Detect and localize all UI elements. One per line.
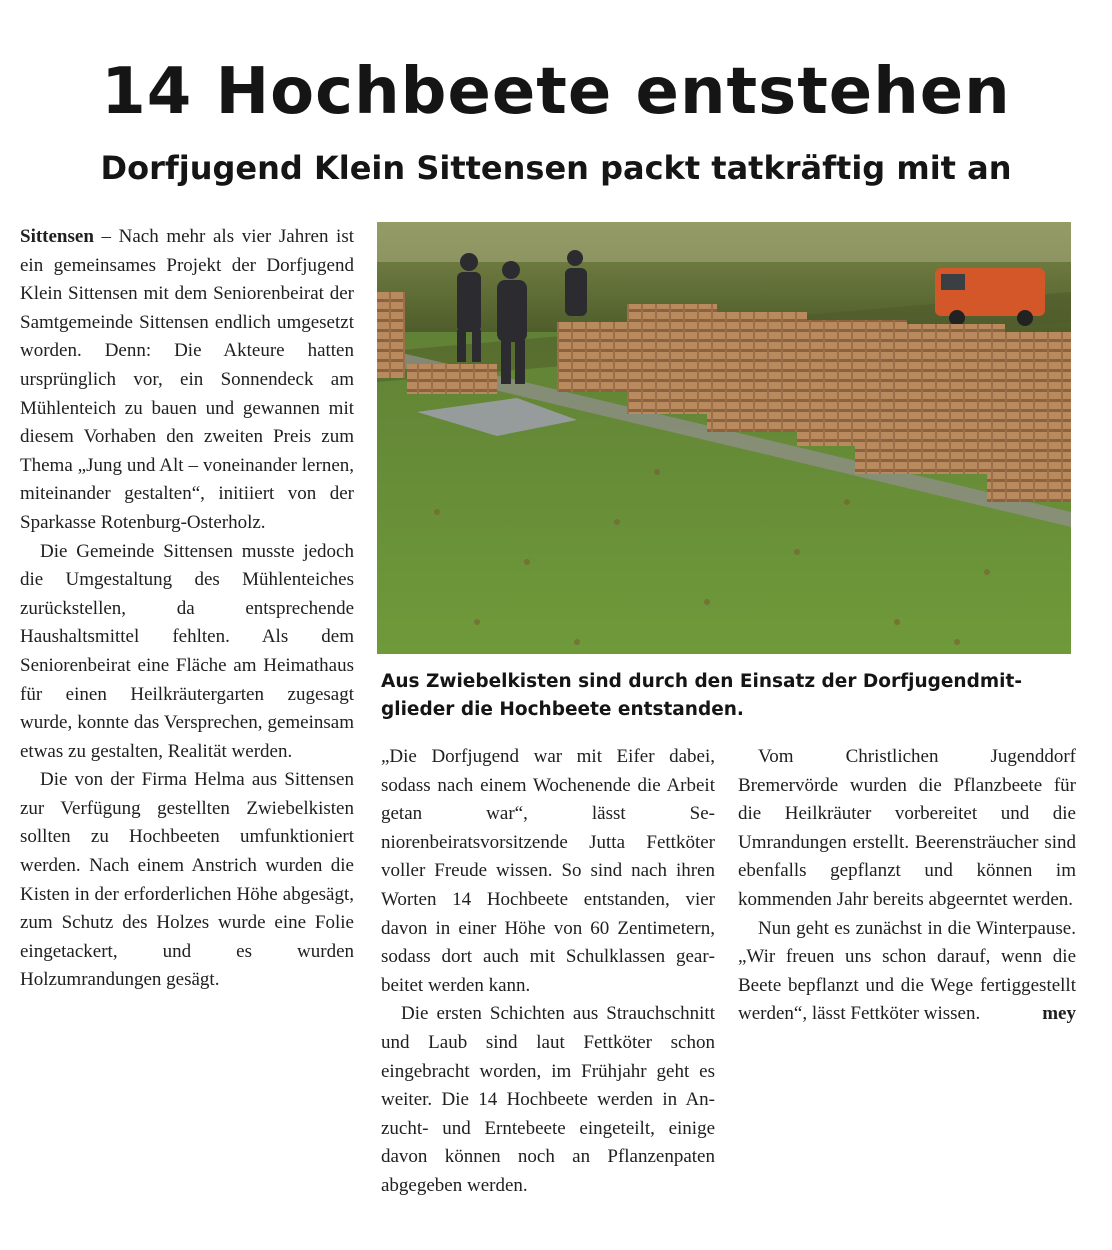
article-paragraph	[738, 915, 1076, 1029]
article-paragraph: Die von der Firma Helma aus Sittensen zur Verfügung gestellten Zwiebelkisten sollten zu Hochbeeten umfunktioniert werden. Nach einem Anstrich wurden die Kisten in der erforderlichen Höhe abgesägt, zum Schutz des Holzes wurde eine Folie eingetackert, und es wurden Holzumrandungen gesägt.	[20, 769, 354, 991]
photo-caption: Aus Zwiebelkisten sind durch den Einsatz der Dorfjugendmitglieder die Hochbeete entstanden.	[381, 671, 1022, 720]
article-photo	[377, 222, 1071, 654]
dateline: Sittensen	[20, 226, 94, 247]
article-paragraph: Die ersten Schichten aus Strauchschnitt und Laub sind laut Fettköter schon eingebracht worden, im Frühjahr geht es weiter. Die 14 Hochbeete werden in Anzucht- und Erntebeete eingeteilt, einige davon können noch an Pflanzenpaten abgegeben werden.	[381, 1003, 715, 1196]
article-paragraph: Die Gemeinde Sittensen musste jedoch die Umgestaltung des Mühlenteiches zurückstellen, da entsprechende Haushaltsmittel fehlten. Als dem Seniorenbeirat eine Fläche am Heimathaus für einen Heilkräutergarten zugesagt wurde, konnte das Versprechen, gemeinsam etwas zu gestalten, Realität werden.	[20, 540, 354, 762]
article-column-3	[738, 743, 1076, 1029]
raised-beds-photo-illustration	[377, 222, 1071, 654]
author-initials: mey	[1042, 1003, 1076, 1025]
subheadline: Dorfjugend Klein Sittensen packt tatkräftig mit an	[100, 149, 1012, 187]
article-paragraph: Vom Christlichen Jugenddorf Bremervörde wurden die Pflanzbeete für die Heilkräuter vorbereitet und die Umrandungen erstellt. Beerensträucher sind ebenfalls gepflanzt und können im kommenden Jahr bereits abgeerntet werden.	[738, 746, 1076, 910]
article-paragraph	[20, 223, 354, 538]
paragraph-text: – Nach mehr als vier Jahren ist ein gemeinsames Projekt der Dorfjugend Klein Sittensen mit dem Seniorenbeirat der Samtgemeinde Sittensen endlich umgesetzt worden. Denn: Die Akteure hatten ursprünglich vor, ein Sonnendeck am Mühlenteich zu bauen und gewannen mit diesem Vorhaben den zweiten Preis zum Thema „Jung und Alt – voneinander lernen, miteinander gestalten“, initiiert von der Sparkasse Rotenburg-Osterholz.	[20, 226, 355, 533]
headline: 14 Hochbeete entstehen	[101, 55, 1011, 129]
paragraph-text: Nun geht es zunächst in die Winterpause. „Wir freuen uns schon darauf, wenn die Beete bepflanzt und die Wege fertiggestellt werden“, lässt Fettköter wissen.	[738, 917, 1076, 1025]
article-column-1	[20, 223, 354, 995]
article-paragraph: „Die Dorfjugend war mit Eifer dabei, sodass nach einem Wochenende die Arbeit getan war“, lässt Seniorenbeiratsvorsitzende Jutta Fettköter voller Freude wissen. So sind nach ihren Worten 14 Hochbeete entstanden, vier davon in einer Höhe von 60 Zentimetern, sodass dort auch mit Schulklassen gearbeitet werden kann.	[381, 746, 715, 996]
article-column-2	[381, 743, 715, 1201]
